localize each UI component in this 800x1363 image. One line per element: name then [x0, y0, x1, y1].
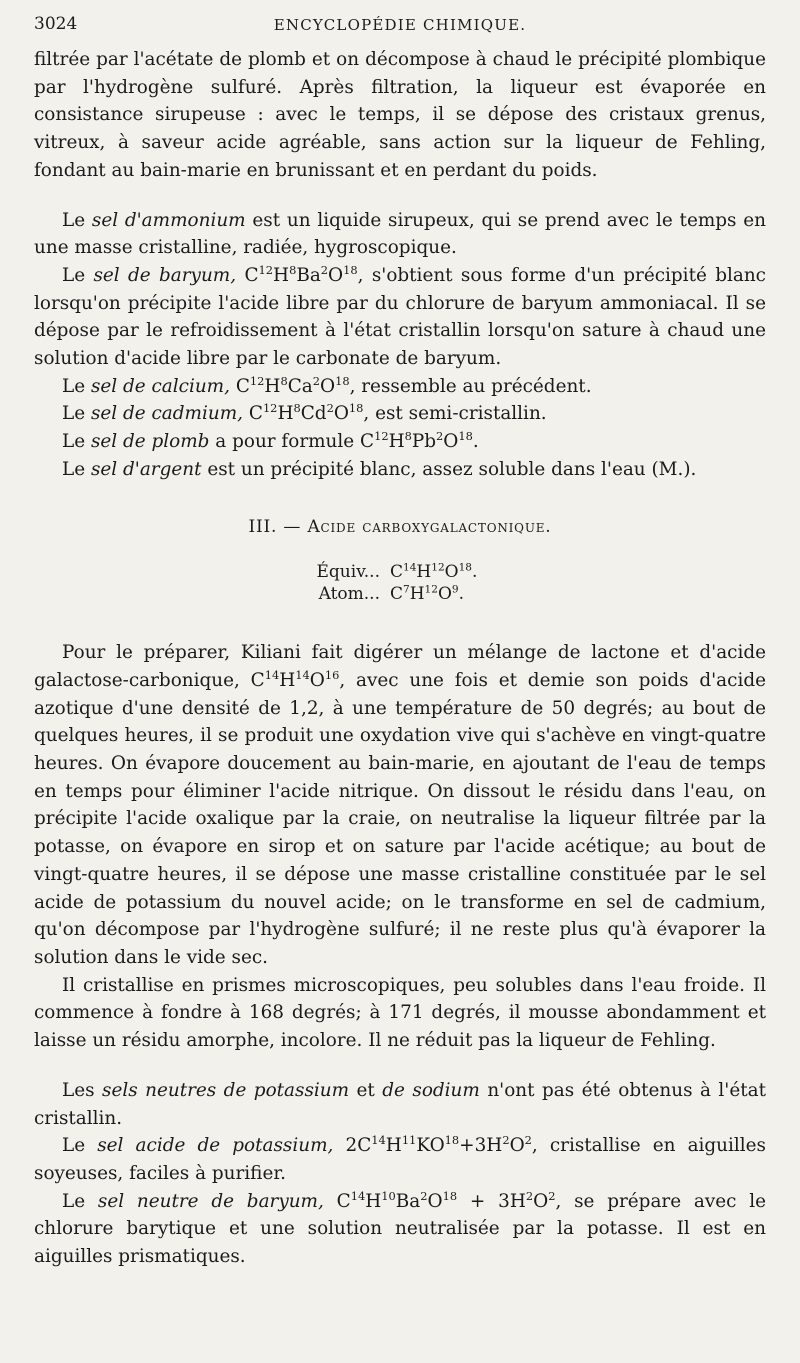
formula-row-atom: Atom... $C^7H^{12}O^9$.	[318, 583, 464, 605]
running-title: ENCYCLOPÉDIE CHIMIQUE.	[273, 16, 527, 34]
salt-name: sel de cadmium,	[90, 403, 243, 425]
paragraph-neutral-barium-salt: Le sel neutre de baryum, $C^{14}H^{10}Ba^2O^{18} + 3H^2O^2$, se prépare avec le chlorure barytique et une solution neutralisée par la potasse. Il est en aiguilles prismatiques.	[34, 1188, 766, 1268]
paragraph-calcium-salt: Le sel de calcium, $C^{12}H^8Ca^2O^{18}$, ressemble au précédent.	[62, 373, 592, 397]
formula-table	[280, 561, 520, 605]
page-number: 3024	[34, 14, 78, 34]
paragraph-gap	[34, 185, 766, 207]
page-header	[34, 14, 766, 38]
paragraph-properties: Il cristallise en prismes microscopiques, peu solubles dans l'eau froide. Il commence à fondre à 168 degrés; à 171 degrés, il mousse abondamment et laisse un résidu amorphe, incolore. Il ne réduit pas la liqueur de Fehling.	[34, 974, 766, 1052]
chemical-formula: $C^{12}H^8Ba^2O^{18}$	[244, 262, 358, 286]
page-body	[34, 46, 766, 1271]
chemical-formula: $C^{12}H^8Cd^2O^{18}$	[248, 401, 364, 425]
chemical-formula: $C^{14}H^{11}KO^{18}+3H^2O^2$	[357, 1133, 532, 1157]
paragraph-cadmium-salt: Le sel de cadmium, $C^{12}H^8Cd^2O^{18}$, est semi-cristallin.	[62, 401, 547, 425]
salt-name: sel neutre de baryum,	[97, 1190, 324, 1212]
paragraph-barium-salt: Le sel de baryum, $C^{12}H^8Ba^2O^{18}$, s'obtient sous forme d'un précipité blanc lorsqu'on précipite l'acide libre par du chlorure de baryum ammoniacal. Il se dépose par le refroidissement à l'état cristallin lorsqu'on sature à chaud une solution d'acide libre par le carbonate de baryum.	[34, 262, 766, 370]
paragraph-filtration: filtrée par l'acétate de plomb et on décompose à chaud le précipité plombique par l'hydrogène sulfuré. Après filtration, la liqueur est évaporée en consistance sirupeuse : avec le temps, il se dépose des cristaux grenus, vitreux, à saveur acide agréable, sans action sur la liqueur de Fehling, fondant au bain-marie en brunissant et en perdant du poids.	[34, 49, 766, 181]
paragraph-acid-potassium-salt: Le sel acide de potassium, $2C^{14}H^{11}KO^{18}+3H^2O^2$, cristallise en aiguilles soyeuses, faciles à purifier.	[34, 1133, 766, 1184]
chemical-formula: $C^{14}H^{10}Ba^2O^{18} + 3H^2O^2$	[336, 1188, 556, 1212]
salt-name: sel d'ammonium	[91, 209, 246, 231]
paragraph-silver-salt: Le sel d'argent est un précipité blanc, assez soluble dans l'eau (M.).	[62, 458, 697, 480]
salt-name: de sodium	[382, 1079, 480, 1101]
paragraph-neutral-salts: Les sels neutres de potassium et de sodium n'ont pas été obtenus à l'état cristallin.	[34, 1079, 766, 1129]
paragraph-ammonium-salt: Le sel d'ammonium est un liquide sirupeux, qui se prend avec le temps en une masse cristalline, radiée, hygroscopique.	[34, 209, 766, 259]
salt-name: sel de plomb	[90, 431, 210, 453]
salt-name: sels neutres de potassium	[102, 1079, 350, 1101]
chemical-formula: $C^7H^{12}O^9$.	[390, 583, 464, 605]
chemical-formula: $C^{14}H^{12}O^{18}$.	[390, 561, 478, 583]
paragraph-preparation: Pour le préparer, Kiliani fait digérer un mélange de lactone et d'acide galactose-carbonique, $C^{14}H^{14}O^{16}$, avec une fois et demie son poids d'acide azotique d'une densité de 1,2, à une température de 50 degrés; au bout de quelques heures, il se produit une oxydation vive qui s'achève en vingt-quatre heures. On évapore doucement au bain-marie, en ajoutant de l'eau de temps en temps pour éliminer l'acide nitrique. On dissout le résidu dans l'eau, on précipite l'acide oxalique par la craie, on neutralise la liqueur filtrée par la potasse, on évapore en sirop et on sature par l'acide acétique; au bout de vingt-quatre heures, il se dépose une masse cristalline constituée par le sel acide de potassium du nouvel acide; on le transforme en sel de cadmium, qu'on décompose par l'hydrogène sulfuré; il ne reste plus qu'à évaporer la solution dans le vide sec.	[34, 642, 766, 968]
salt-name: sel de calcium,	[90, 375, 230, 397]
salt-name: sel d'argent	[90, 458, 202, 480]
chemical-formula: $C^{12}H^8Ca^2O^{18}$	[235, 373, 350, 397]
paragraph-gap	[34, 1055, 766, 1077]
paragraph-lead-salt: Le sel de plomb a pour formule $C^{12}H^8Pb^2O^{18}$.	[62, 429, 479, 453]
salt-name: sel acide de potassium,	[97, 1135, 334, 1157]
chemical-formula: $C^{14}H^{14}O^{16}$	[250, 667, 340, 691]
section-heading: III. — Acide carboxygalactonique.	[248, 516, 552, 537]
chemical-formula: $C^{12}H^8Pb^2O^{18}$	[360, 429, 473, 453]
formula-row-equiv: Équiv... $C^{14}H^{12}O^{18}$.	[316, 561, 478, 583]
salt-name: sel de baryum,	[93, 264, 237, 286]
